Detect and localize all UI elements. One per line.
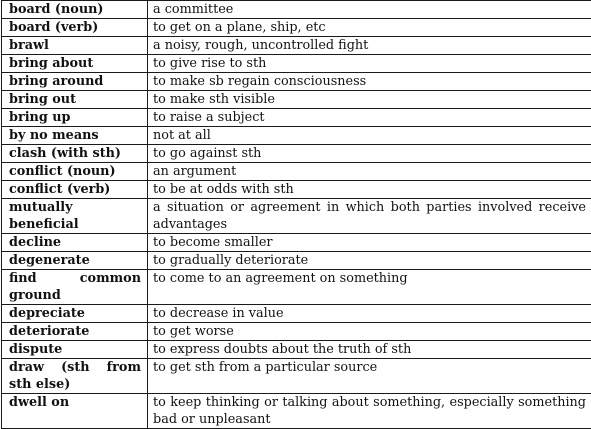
definition-cell: a committee xyxy=(148,1,591,19)
table-row xyxy=(2,359,591,394)
definition-cell: to become smaller xyxy=(148,234,591,252)
table-row xyxy=(2,234,591,252)
term-cell: find common ground xyxy=(2,270,148,305)
term-cell: board (verb) xyxy=(2,19,148,37)
term-cell: conflict (noun) xyxy=(2,163,148,181)
definition-cell: to be at odds with sth xyxy=(148,181,591,199)
term-cell: clash (with sth) xyxy=(2,145,148,163)
definition-cell: to get worse xyxy=(148,323,591,341)
term-cell: bring out xyxy=(2,91,148,109)
table-row xyxy=(2,55,591,73)
term-cell: draw (sth from sth else) xyxy=(2,359,148,394)
term-cell: brawl xyxy=(2,37,148,55)
term-cell: deteriorate xyxy=(2,323,148,341)
definition-cell: a situation or agreement in which both parties involved receive advantages xyxy=(148,199,591,234)
term-cell: decline xyxy=(2,234,148,252)
definition-cell: an argument xyxy=(148,163,591,181)
term-cell: dispute xyxy=(2,341,148,359)
table-row xyxy=(2,323,591,341)
table-row xyxy=(2,270,591,305)
definition-cell: to come to an agreement on something xyxy=(148,270,591,305)
definition-cell: to express doubts about the truth of sth xyxy=(148,341,591,359)
table-row xyxy=(2,19,591,37)
definition-cell: to go against sth xyxy=(148,145,591,163)
definition-cell: to get sth from a particular source xyxy=(148,359,591,394)
definition-cell: not at all xyxy=(148,127,591,145)
term-cell: degenerate xyxy=(2,252,148,270)
definition-cell: to make sth visible xyxy=(148,91,591,109)
definition-cell: to keep thinking or talking about something, especially something bad or unpleasant xyxy=(148,394,591,429)
table-row xyxy=(2,145,591,163)
definition-cell: to gradually deteriorate xyxy=(148,252,591,270)
term-cell: dwell on xyxy=(2,394,148,429)
table-row xyxy=(2,199,591,234)
table-row xyxy=(2,252,591,270)
table-row xyxy=(2,73,591,91)
table-row xyxy=(2,341,591,359)
term-cell: mutually beneficial xyxy=(2,199,148,234)
vocabulary-table xyxy=(1,0,591,429)
definition-cell: to decrease in value xyxy=(148,305,591,323)
term-cell: bring up xyxy=(2,109,148,127)
definition-cell: to raise a subject xyxy=(148,109,591,127)
table-row xyxy=(2,1,591,19)
definition-cell: to give rise to sth xyxy=(148,55,591,73)
table-row xyxy=(2,37,591,55)
definition-cell: to get on a plane, ship, etc xyxy=(148,19,591,37)
table-row xyxy=(2,163,591,181)
term-cell: board (noun) xyxy=(2,1,148,19)
table-row xyxy=(2,127,591,145)
table-row xyxy=(2,181,591,199)
definition-cell: to make sb regain consciousness xyxy=(148,73,591,91)
definition-cell: a noisy, rough, uncontrolled fight xyxy=(148,37,591,55)
table-row xyxy=(2,91,591,109)
table-row xyxy=(2,109,591,127)
term-cell: bring around xyxy=(2,73,148,91)
table-row xyxy=(2,394,591,429)
term-cell: bring about xyxy=(2,55,148,73)
term-cell: by no means xyxy=(2,127,148,145)
term-cell: depreciate xyxy=(2,305,148,323)
term-cell: conflict (verb) xyxy=(2,181,148,199)
table-row xyxy=(2,305,591,323)
